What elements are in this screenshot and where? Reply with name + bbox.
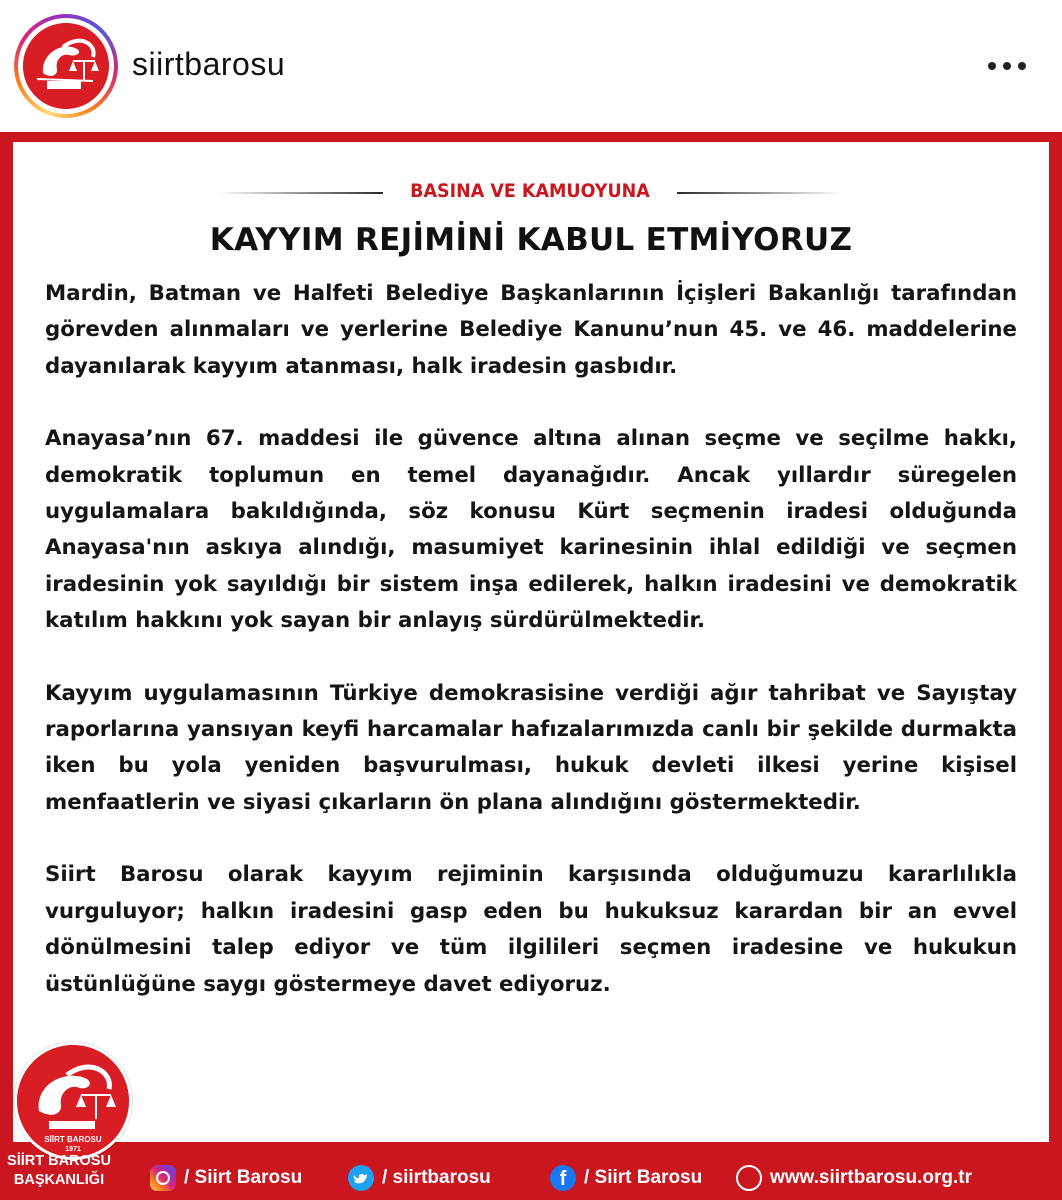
instagram-handle: / Siirt Barosu [184,1167,303,1188]
more-dots-icon [1018,62,1026,70]
statement-body [45,276,1017,1039]
twitter-icon [348,1165,374,1191]
subtitle: BASINA VE KAMUOYUNA [410,180,650,202]
paragraph: Siirt Barosu olarak kayyım rejiminin karşısında olduğumuzu kararlılıkla vurguluyor; halkın iradesini gasp eden bu hukuksuz karardan bir an evvel dönülmesini talep ediyor ve tüm ilgilileri seçmen iradesine ve hukukun üstünlüğüne saygı göstermeye davet ediyoruz. [45,862,1017,997]
globe-icon [736,1165,762,1191]
story-ring-inner [18,18,114,114]
paragraph: Anayasa’nın 67. maddesi ile güvence altına alınan seçme ve seçilme hakkı, demokratik toplumun en temel dayanağıdır. Ancak yıllardır süregelen uygulamalara bakıldığında, söz konusu Kürt seçmenin iradesi olduğunda Anayasa'nın askıya alındığı, masumiyet karinesinin ihlal edildiği ve seçmen iradesinin yok sayıldığı bir sistem inşa edilerek, halkın iradesini ve demokratik katılım hakkını yok sayan bir anlayış sürdürülmektedir. [45,426,1017,634]
username[interactable]: siirtbarosu [132,46,286,82]
more-dots-icon [988,62,996,70]
twitter-handle: / siirtbarosu [382,1167,491,1188]
website-url: www.siirtbarosu.org.tr [770,1167,972,1188]
twitter-bird-svg [348,1165,374,1191]
paragraph: Kayyım uygulamasının Türkiye demokrasisine verdiği ağır tahribat ve Sayıştay raporlarına yansıyan keyfi harcamalar hafızalarımızda canlı bir şekilde durmakta iken bu yola yeniden başvurulması, hukuk devleti ilkesi yerine kişisel menfaatlerin ve siyasi çıkarların ön plana alındığını göstermektedir. [45,680,1017,815]
footer-logo-svg [17,1045,129,1157]
paragraph: Mardin, Batman ve Halfeti Belediye Başkanlarının İçişleri Bakanlığı tarafından görevden alınmaları ve yerlerine Belediye Kanunu’nun 45. ve 46. maddelerine dayanılarak kayyım atanması, halk iradesin gasbıdır. [45,281,1017,379]
subtitle-row [13,178,1049,208]
facebook-handle: / Siirt Barosu [584,1167,703,1188]
divider-right [677,192,843,194]
logo-name: SİİRT BAROSU [44,1135,102,1144]
footer-logo-icon [14,1042,132,1160]
footer-social-bar [0,1162,1062,1200]
facebook-icon: f [550,1165,576,1191]
instagram-link[interactable] [150,1162,302,1194]
logo-year: 1971 [65,1146,81,1153]
logo-svg [23,23,109,109]
org-line-1: SİİRT BAROSU [7,1153,111,1169]
divider-left [217,192,383,194]
website-link[interactable] [736,1162,972,1194]
page-title: KAYYIM REJİMİNİ KABUL ETMİYORUZ [209,222,853,258]
profile-avatar[interactable] [14,14,118,118]
more-options-button[interactable] [982,50,1032,80]
announcement-card [13,142,1049,1142]
siirt-barosu-logo-icon [23,23,109,109]
more-dots-icon [1003,62,1011,70]
instagram-icon [150,1165,176,1191]
org-line-2: BAŞKANLIĞI [13,1172,105,1188]
post-header [0,0,1062,132]
post-image[interactable] [0,132,1062,1200]
twitter-link[interactable] [348,1162,491,1194]
facebook-link[interactable] [550,1162,702,1194]
